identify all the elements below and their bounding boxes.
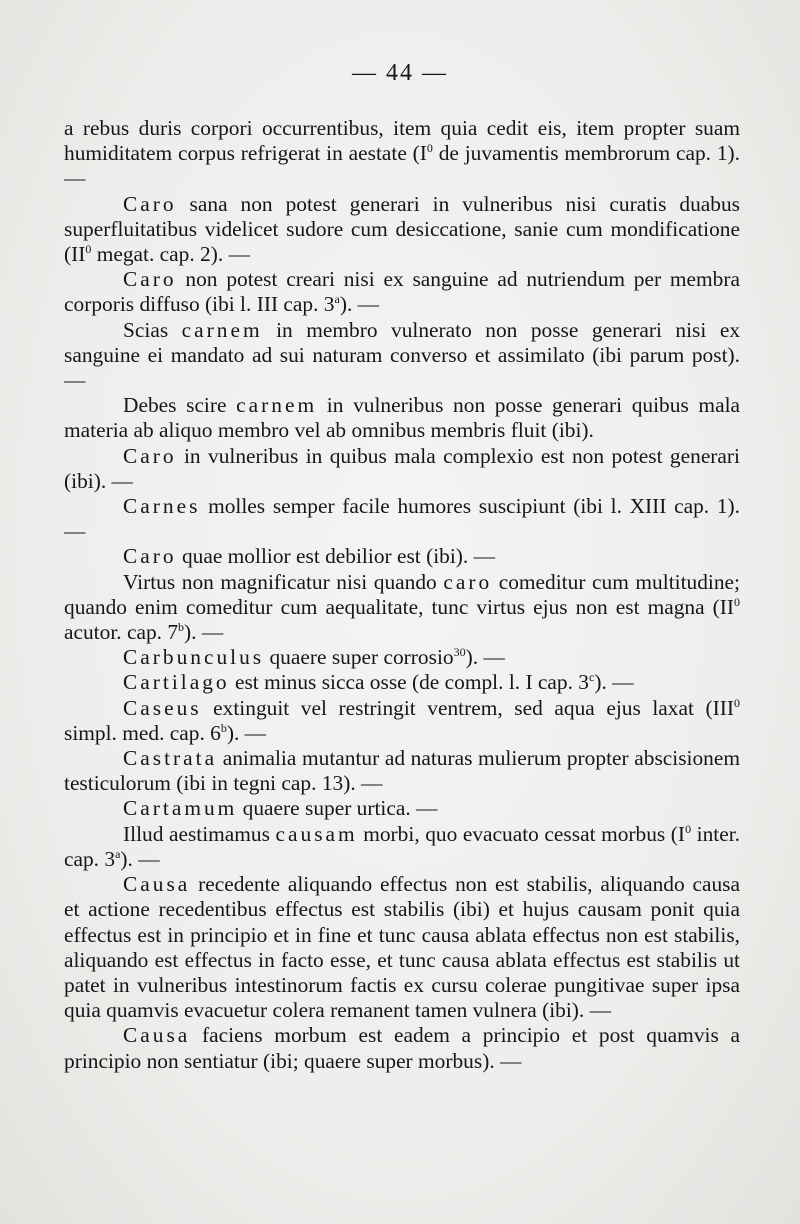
superscript: 0 xyxy=(426,141,433,156)
glossary-entry xyxy=(64,670,740,695)
entry-text: ). — xyxy=(226,720,267,745)
entry-text: est minus sicca osse (de compl. l. I cap. 3 xyxy=(229,670,589,695)
entry-text: Virtus non magnificatur nisi quando xyxy=(123,569,444,594)
entry-text: simpl. med. cap. 6 xyxy=(64,720,221,745)
headword: Caro xyxy=(123,443,177,468)
headword: carnem xyxy=(236,393,318,418)
headword: caro xyxy=(443,569,493,594)
entry-text: quaere super corrosio xyxy=(264,645,454,670)
headword: Caseus xyxy=(123,695,202,720)
headword: Cartamum xyxy=(123,796,238,821)
entry-text: de juvamentis membrorum cap. 1). — xyxy=(64,141,740,191)
superscript: 30 xyxy=(453,645,466,660)
glossary-entry xyxy=(64,192,740,268)
headword: Caro xyxy=(123,267,177,292)
headword: Carnes xyxy=(123,494,201,519)
entry-text: inter. cap. 3 xyxy=(64,821,740,871)
page-text xyxy=(64,116,740,1074)
headword: Caro xyxy=(123,191,177,216)
entry-text: faciens morbum est eadem a principio et post quamvis a principio non sentiatur (ibi; quaere super morbus). — xyxy=(64,1023,740,1073)
superscript: 0 xyxy=(734,695,740,710)
superscript: a xyxy=(115,846,121,861)
glossary-entry xyxy=(64,494,740,544)
glossary-entry xyxy=(64,796,740,821)
superscript: b xyxy=(220,720,227,735)
headword: Carbunculus xyxy=(123,645,265,670)
superscript: 0 xyxy=(685,821,692,836)
headword: Caro xyxy=(123,544,177,569)
entry-text: in vulneribus non posse generari quibus mala materia ab aliquo membro vel ab omnibus membris fluit (ibi). xyxy=(64,393,741,443)
glossary-entry xyxy=(64,822,740,872)
page-number: — 44 — xyxy=(352,60,448,86)
glossary-entry xyxy=(64,318,740,394)
superscript: 0 xyxy=(85,242,92,257)
entry-text: acutor. cap. 7 xyxy=(64,620,179,645)
glossary-entry xyxy=(64,570,740,646)
entry-text: ). — xyxy=(594,670,634,695)
glossary-entry xyxy=(64,645,740,670)
glossary-entry xyxy=(64,1023,740,1073)
entry-text: in membro vulnerato non posse generari nisi ex sanguine ei mandato ad sui naturam converso et assimilato (ibi parum post). — xyxy=(64,317,741,393)
headword: carnem xyxy=(181,317,263,342)
headword: Castrata xyxy=(123,746,218,771)
entry-text: in vulneribus in quibus mala complexio est non potest generari (ibi). — xyxy=(64,443,740,493)
entry-text: sana non potest generari in vulneribus nisi curatis duabus superfluitatibus videlicet sudore cum desiccatione, sanie cum mondificatione (II xyxy=(64,191,740,267)
superscript: c xyxy=(589,670,595,685)
glossary-entry xyxy=(64,393,740,443)
glossary-entry xyxy=(64,872,740,1023)
glossary-entry xyxy=(64,267,740,317)
glossary-entry xyxy=(64,696,740,746)
entry-text: Scias xyxy=(123,317,182,342)
glossary-entry xyxy=(64,544,740,569)
entry-text: megat. cap. 2). — xyxy=(91,242,250,267)
headword: Causa xyxy=(123,1023,191,1048)
headword: Cartilago xyxy=(123,670,230,695)
entry-text: morbi, quo evacuato cessat morbus (I xyxy=(357,821,686,846)
entry-text: ). — xyxy=(184,620,224,645)
entry-text: a rebus duris corpori occurrentibus, item quia cedit eis, item propter suam humiditatem corpus refrigerat in aestate (I xyxy=(64,116,740,166)
headword: Causa xyxy=(123,872,191,897)
glossary-entry xyxy=(64,444,740,494)
superscript: 0 xyxy=(734,594,740,609)
entry-text: Illud aestimamus xyxy=(123,821,276,846)
superscript: b xyxy=(178,620,185,635)
entry-text: recedente aliquando effectus non est stabilis, aliquando causa et actione recedentibus effectus est stabilis (ibi) et hujus causam ponit quia effectus est in principio et in fine et tunc causa ablata effectus non est stabilis, aliquando est effectus in facto esse, et tunc causa ablata effectus est stabilis ut patet in vulneribus intestinorum factis ex cursu colerae pungitivae super ipsa quia quamvis evacuetur colera remanent tamen vulnera (ibi). — xyxy=(64,872,740,1023)
entry-text: quae mollior est debilior est (ibi). — xyxy=(176,544,496,569)
entry-text: ). — xyxy=(339,292,380,317)
paragraph-continuation xyxy=(64,116,740,192)
entry-text: molles semper facile humores suscipiunt (ibi l. XIII cap. 1). — xyxy=(64,494,740,544)
glossary-entry xyxy=(64,746,740,796)
entry-text: animalia mutantur ad naturas mulierum propter abscisionem testiculorum (ibi in tegni cap. 13). — xyxy=(64,746,740,796)
superscript: a xyxy=(334,292,340,307)
headword: causam xyxy=(275,821,358,846)
entry-text: ). — xyxy=(465,645,505,670)
entry-text: Debes scire xyxy=(123,393,237,418)
entry-text: ). — xyxy=(120,846,160,871)
entry-text: extinguit vel restringit ventrem, sed aqua ejus laxat (III xyxy=(201,695,734,720)
entry-text: comeditur cum multitudine; quando enim comeditur cum aequalitate, tunc virtus ejus non est magna (II xyxy=(64,569,740,619)
entry-text: non potest creari nisi ex sanguine ad nutriendum per membra corporis diffuso (ibi l. III cap. 3 xyxy=(64,267,740,317)
entry-text: quaere super urtica. — xyxy=(237,796,438,821)
